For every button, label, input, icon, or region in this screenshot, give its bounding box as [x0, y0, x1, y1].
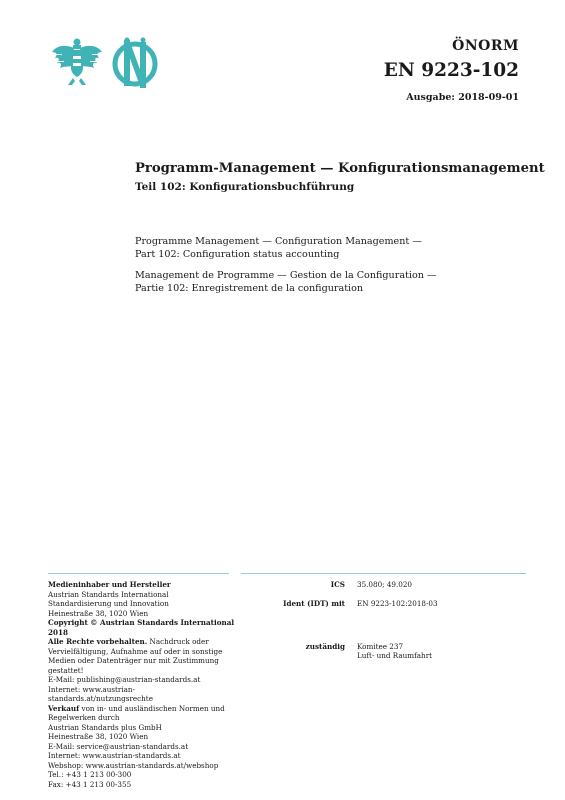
publisher-line: Austrian Standards International [48, 589, 169, 599]
sale-line [48, 704, 238, 714]
title-english-line2: Part 102: Configuration status accounting [135, 249, 340, 260]
sale-line: Austrian Standards plus GmbH [48, 722, 162, 732]
sale-line: E-Mail: service@austrian-standards.at [48, 741, 189, 751]
title-english-line1: Programme Management — Configuration Management — [135, 236, 422, 247]
sale-line: Fax: +43 1 213 00-355 [48, 779, 132, 789]
edition [406, 92, 519, 103]
edition-date: 2018-09-01 [458, 92, 519, 103]
standard-number: EN 9223-102 [383, 60, 519, 81]
logos-svg [50, 36, 165, 88]
on-logo-icon [115, 38, 155, 89]
subtitle-german: Teil 102: Konfigurationsbuchführung [135, 181, 355, 193]
ident-value: EN 9223-102:2018-03 [357, 599, 438, 608]
sale-line: Tel.: +43 1 213 00-300 [48, 770, 132, 779]
rights-bold: Alle Rechte vorbehalten. [48, 637, 148, 646]
zustaendig-label: zuständig [305, 642, 345, 651]
sale-line: Heinestraße 38, 1020 Wien [48, 732, 149, 741]
edition-label: Ausgabe: [406, 92, 455, 103]
rights-line: Medien oder Datenträger nur mit Zustimmung [48, 656, 219, 665]
ident-label: Ident (IDT) mit [283, 599, 345, 608]
title-french-line2: Partie 102: Enregistrement de la configuration [135, 283, 364, 294]
ics-value: 35.080; 49.020 [357, 580, 413, 589]
zustaendig-value-2: Luft- und Raumfahrt [357, 651, 433, 660]
rights-text: Nachdruck oder [149, 637, 209, 646]
title-french-line1: Management de Programme — Gestion de la Configuration — [135, 270, 437, 281]
rights-line [48, 637, 238, 647]
ics-label: ICS [330, 580, 345, 589]
rights-line: gestattet! [48, 665, 84, 675]
imprint [48, 580, 238, 789]
sale-bold: Verkauf [48, 703, 80, 713]
publishing-internet: Internet: www.austrian-standards.at/nutzungsrechte [48, 684, 153, 703]
copyright: Copyright © Austrian Standards International 2018 [48, 618, 235, 637]
publisher-heading: Medieninhaber und Hersteller [48, 580, 171, 589]
publisher-line: Heinestraße 38, 1020 Wien [48, 608, 149, 618]
zustaendig-value-1: Komitee 237 [357, 642, 404, 651]
sale-text: von in- und ausländischen Normen und [81, 703, 225, 713]
publisher-line: Standardisierung und Innovation [48, 599, 169, 608]
title-german: Programm-Management — Konfigurationsmanagement [135, 161, 545, 176]
rights-line: Vervielfältigung, Aufnahme auf oder in sonstige [48, 646, 223, 656]
sale-line: Webshop: www.austrian-standards.at/webshop [48, 760, 219, 770]
footer-rule-right [241, 573, 526, 574]
oenorm-label: ÖNORM [452, 38, 519, 54]
sale-line: Internet: www.austrian-standards.at [48, 751, 181, 760]
logo-group [50, 36, 165, 88]
publishing-email: E-Mail: publishing@austrian-standards.at [48, 675, 201, 684]
sale-line: Regelwerken durch [48, 713, 120, 722]
footer-rule-left [48, 573, 229, 574]
